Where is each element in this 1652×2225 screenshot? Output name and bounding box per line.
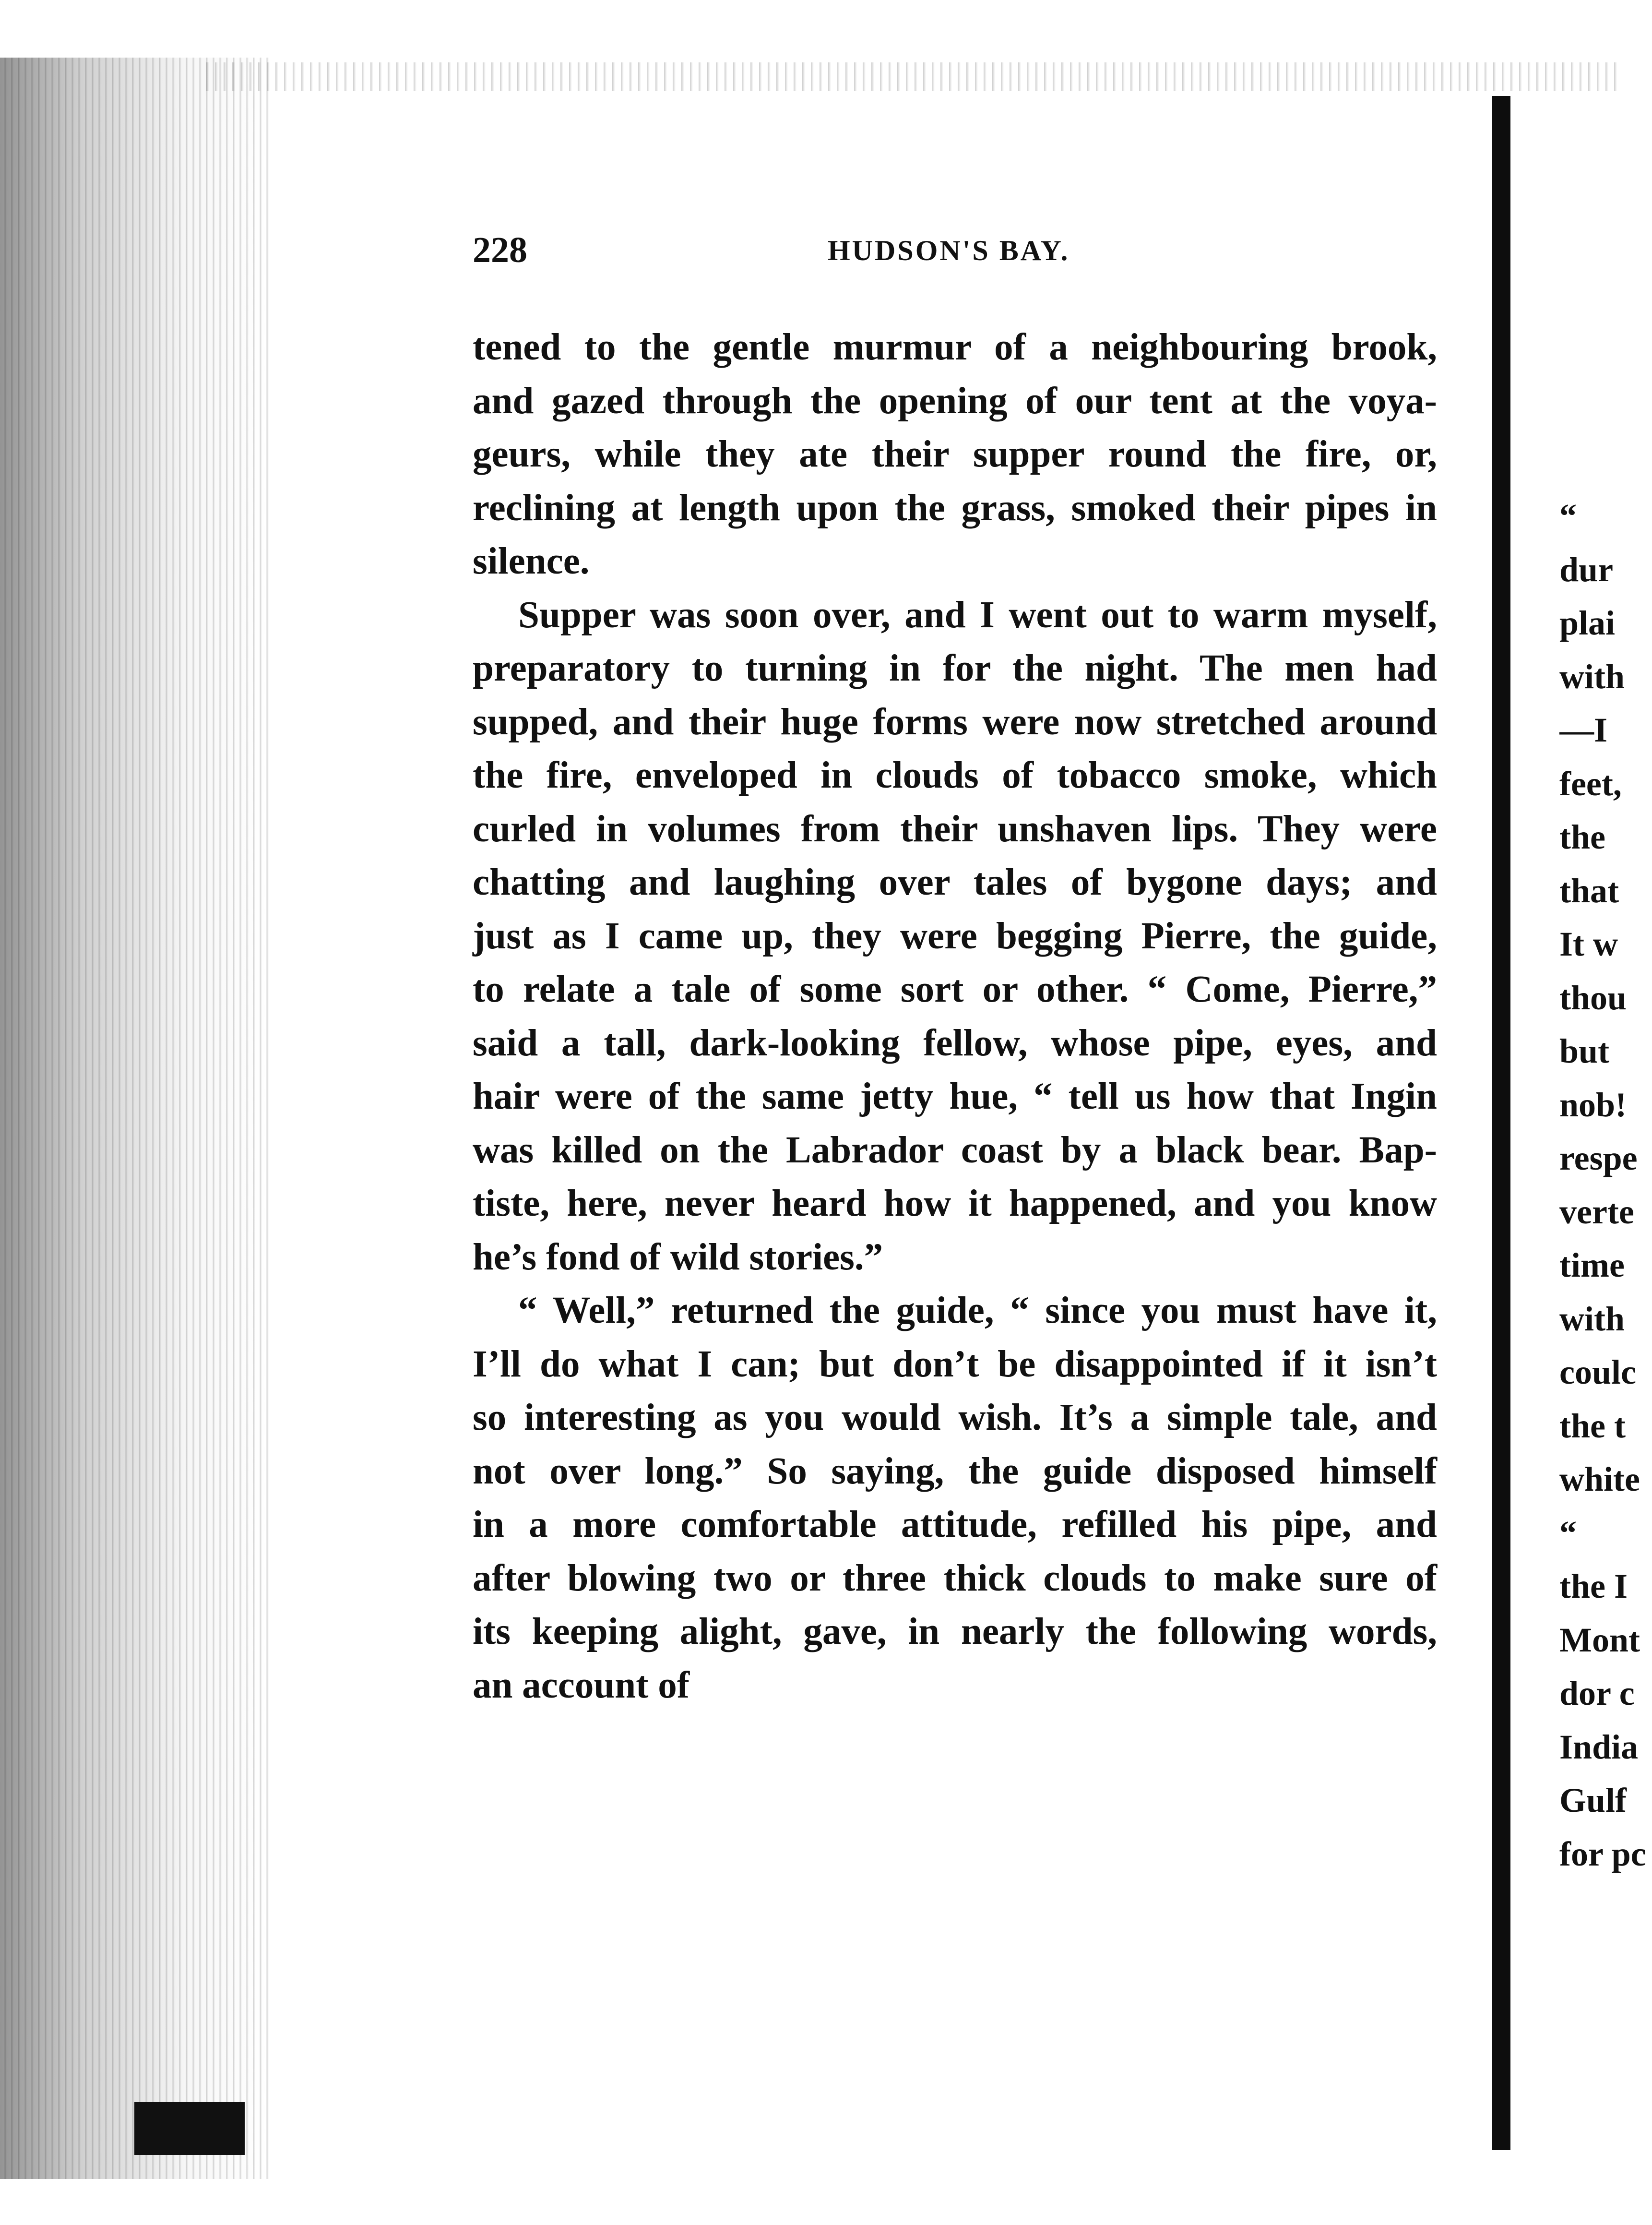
main-text-column [473, 321, 1437, 1712]
facing-line: for pc [1559, 1834, 1646, 1873]
text-line: tened to the gentle murmur of a neighbouring brook, [473, 326, 1437, 368]
text-line: I’ll do what I can; but don’t be disappointed if it isn’t [473, 1343, 1437, 1385]
text-line: its keeping alight, gave, in nearly the following words, [473, 1611, 1437, 1652]
facing-line: respe [1559, 1139, 1638, 1177]
text-line: preparatory to turning in for the night. The men had [473, 647, 1437, 689]
text-line: was killed on the Labrador coast by a black bear. Bap- [473, 1129, 1437, 1171]
text-line: tiste, here, never heard how it happened, and you know [473, 1183, 1437, 1224]
text-line: chatting and laughing over tales of bygone days; and [473, 861, 1437, 903]
facing-line: with [1559, 1299, 1625, 1338]
text-line: so interesting as you would wish. It’s a simple tale, and [473, 1397, 1437, 1438]
text-line: hair were of the same jetty hue, “ tell us how that Ingin [473, 1076, 1437, 1117]
text-line: said a tall, dark-looking fellow, whose pipe, eyes, and [473, 1022, 1437, 1064]
facing-line: India [1559, 1727, 1639, 1766]
facing-line: with [1559, 657, 1625, 696]
paragraph [473, 588, 1437, 1284]
facing-line: time [1559, 1246, 1625, 1284]
binding-shadow [134, 2102, 245, 2155]
page-gutter-shadow [1492, 96, 1510, 2150]
facing-page-fragment [1559, 490, 1652, 1881]
facing-line: feet, [1559, 764, 1622, 803]
paragraph [473, 321, 1437, 588]
facing-line: It w [1559, 925, 1618, 963]
text-line: just as I came up, they were begging Pierre, the guide, [473, 915, 1437, 957]
facing-line: the [1559, 818, 1605, 856]
text-line: not over long.” So saying, the guide disposed himself [473, 1450, 1437, 1492]
facing-line: Gulf [1559, 1781, 1627, 1819]
text-line: after blowing two or three thick clouds to make sure of [473, 1557, 1437, 1599]
facing-line: dur [1559, 550, 1614, 589]
facing-line: plai [1559, 604, 1616, 642]
paragraph [473, 1284, 1437, 1712]
scanned-binding-edge [0, 58, 269, 2179]
facing-line: —I [1559, 711, 1608, 749]
text-line: and gazed through the opening of our tent at the voya- [473, 380, 1437, 422]
facing-line: “ [1559, 1513, 1577, 1552]
text-line: silence. [473, 540, 590, 582]
facing-line: the I [1559, 1567, 1628, 1605]
text-line: geurs, while they ate their supper round the fire, or, [473, 433, 1437, 475]
text-line: Supper was soon over, and I went out to warm myself, [518, 594, 1437, 636]
text-line: reclining at length upon the grass, smoked their pipes in [473, 487, 1437, 529]
text-line: to relate a tale of some sort or other. “ Come, Pierre,” [473, 969, 1437, 1010]
facing-line: thou [1559, 978, 1627, 1017]
page-number: 228 [473, 230, 527, 270]
page-header [473, 229, 1437, 277]
facing-line: dor c [1559, 1674, 1635, 1712]
text-line: an account of [473, 1664, 690, 1706]
facing-line: but [1559, 1032, 1610, 1070]
facing-line: the t [1559, 1406, 1626, 1445]
running-head: HUDSON'S BAY. [828, 235, 1070, 266]
facing-line: verte [1559, 1192, 1634, 1231]
text-line: he’s fond of wild stories.” [473, 1236, 883, 1278]
text-line: curled in volumes from their unshaven lips. They were [473, 808, 1437, 850]
text-line: in a more comfortable attitude, refilled his pipe, and [473, 1504, 1437, 1545]
facing-line: coulc [1559, 1353, 1636, 1391]
text-line: “ Well,” returned the guide, “ since you must have it, [518, 1290, 1437, 1331]
facing-line: nob! [1559, 1085, 1627, 1124]
scanned-top-edge [206, 62, 1622, 91]
facing-line: that [1559, 871, 1619, 910]
text-line: supped, and their huge forms were now stretched around [473, 701, 1437, 743]
facing-line: Mont [1559, 1620, 1640, 1659]
facing-line: “ [1559, 497, 1577, 535]
facing-line: white [1559, 1460, 1640, 1498]
text-line: the fire, enveloped in clouds of tobacco smoke, which [473, 754, 1437, 796]
